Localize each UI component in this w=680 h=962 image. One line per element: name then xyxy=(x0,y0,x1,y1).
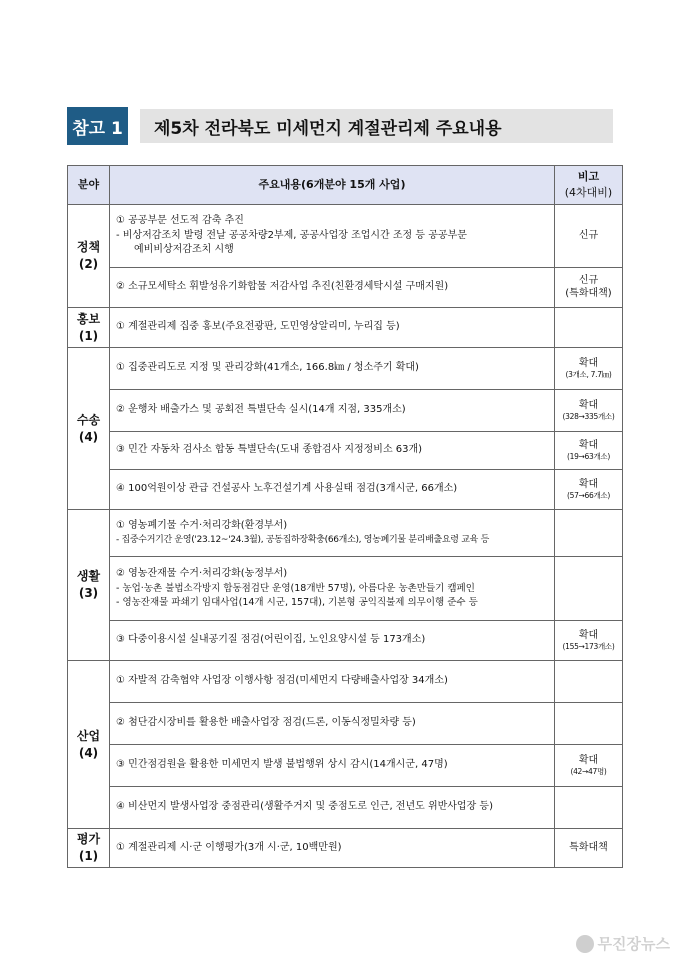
category-name: 정책 xyxy=(76,240,101,255)
table-row xyxy=(68,470,623,510)
note-cell xyxy=(555,390,623,432)
item-main: ① 계절관리제 집중 홍보(주요전광판, 도민영상알리미, 누리집 등) xyxy=(116,321,400,333)
category-cell xyxy=(68,829,110,868)
note-cell xyxy=(555,268,623,308)
content-cell xyxy=(110,787,555,829)
content-cell xyxy=(110,703,555,745)
note-text: 확대 xyxy=(578,357,599,369)
item-main: ③ 민간 자동차 검사소 합동 특별단속(도내 종합검사 지정정비소 63개) xyxy=(116,444,423,456)
content-cell xyxy=(110,829,555,868)
category-count: (1) xyxy=(78,328,99,343)
note-text: 확대 xyxy=(578,399,599,411)
note-cell xyxy=(555,661,623,703)
item-main: ① 영농폐기물 수거·처리강화(환경부서) xyxy=(116,520,288,532)
header-note-label: 비고 xyxy=(577,170,600,184)
note-cell xyxy=(555,510,623,557)
note-detail: (19→63개소) xyxy=(566,452,610,462)
note-cell xyxy=(555,829,623,868)
item-main: ① 자발적 감축협약 사업장 이행사항 점검(미세먼지 다량배출사업장 34개소) xyxy=(116,675,448,687)
note-text: 확대 xyxy=(578,629,599,641)
table-row xyxy=(68,348,623,390)
header-note-sub: (4차대비) xyxy=(564,186,613,199)
category-cell xyxy=(68,510,110,661)
content-cell xyxy=(110,205,555,268)
note-cell xyxy=(555,787,623,829)
item-main: ③ 다중이용시설 실내공기질 점검(어린이집, 노인요양시설 등 173개소) xyxy=(116,634,426,646)
note-text: 신규 xyxy=(578,229,599,241)
note-cell xyxy=(555,205,623,268)
content-cell xyxy=(110,745,555,787)
category-count: (4) xyxy=(78,429,99,444)
note-cell xyxy=(555,348,623,390)
item-sub: - 집중수거기간 운영('23.12~'24.3월), 공동집하장확충(66개소), 영농폐기물 분리배출요령 교육 등 xyxy=(116,534,489,545)
note-cell xyxy=(555,703,623,745)
category-cell xyxy=(68,661,110,829)
category-count: (2) xyxy=(78,257,99,271)
category-name: 홍보 xyxy=(76,311,101,326)
content-cell xyxy=(110,390,555,432)
header-note xyxy=(555,166,623,205)
note-detail: (57→66개소) xyxy=(566,491,610,501)
note-text: (특화대책) xyxy=(565,287,612,299)
watermark xyxy=(576,933,670,954)
table-row xyxy=(68,621,623,661)
item-main: ② 소규모세탁소 휘발성유기화합물 저감사업 추진(친환경세탁시설 구매지원) xyxy=(116,281,449,293)
content-cell xyxy=(110,308,555,348)
watermark-text: 무진장뉴스 xyxy=(597,935,670,953)
note-text: 확대 xyxy=(578,754,599,766)
table-row xyxy=(68,703,623,745)
note-cell xyxy=(555,432,623,470)
item-main: ① 계절관리제 시·군 이행평가(3개 시·군, 10백만원) xyxy=(116,841,342,853)
note-text: 확대 xyxy=(578,478,599,490)
item-sub: - 농업·농촌 불법소각방지 합동점검단 운영(18개반 57명), 아름다운 농촌만들기 캠페인 xyxy=(116,582,475,594)
category-cell xyxy=(68,348,110,510)
note-detail: (328→335개소) xyxy=(562,412,615,422)
item-main: ① 공공부문 선도적 감축 추진 xyxy=(116,215,244,227)
table-row xyxy=(68,787,623,829)
item-sub: - 영농잔재물 파쇄기 임대사업(14개 시군, 157대), 기본형 공익직불제 의무이행 준수 등 xyxy=(116,596,478,608)
reference-tag: 참고 1 xyxy=(67,107,128,145)
content-cell xyxy=(110,268,555,308)
document-header xyxy=(67,107,615,145)
note-text: 확대 xyxy=(578,439,599,451)
note-detail: (42→47명) xyxy=(570,767,607,777)
content-cell xyxy=(110,432,555,470)
category-count: (4) xyxy=(78,745,99,760)
item-main: ③ 민간점검원을 활용한 미세먼지 발생 불법행위 상시 감시(14개시군, 47명) xyxy=(116,759,448,771)
note-detail: (3개소, 7.7㎞) xyxy=(565,370,612,380)
table-row xyxy=(68,268,623,308)
table-row xyxy=(68,829,623,868)
category-cell xyxy=(68,308,110,348)
item-sub: - 비상저감조치 발령 전날 공공차량2부제, 공공사업장 조업시간 조정 등 공공부문 xyxy=(116,229,467,241)
table-row xyxy=(68,745,623,787)
table-row xyxy=(68,432,623,470)
item-main: ② 운행차 배출가스 및 공회전 특별단속 실시(14개 지점, 335개소) xyxy=(116,404,406,416)
note-text: 신규 xyxy=(578,275,599,286)
category-count: (3) xyxy=(78,586,99,600)
category-name: 수송 xyxy=(76,412,101,427)
note-cell xyxy=(555,470,623,510)
content-cell xyxy=(110,510,555,557)
table-row xyxy=(68,661,623,703)
content-cell xyxy=(110,557,555,621)
note-cell xyxy=(555,745,623,787)
table-row xyxy=(68,205,623,268)
table-row xyxy=(68,557,623,621)
content-cell xyxy=(110,348,555,390)
category-count: (1) xyxy=(78,849,99,863)
item-main: ④ 비산먼지 발생사업장 중점관리(생활주거지 및 중점도로 인근, 전년도 위반사업장 등) xyxy=(116,801,493,813)
note-cell xyxy=(555,621,623,661)
note-text: 특화대책 xyxy=(569,841,608,853)
table-row xyxy=(68,308,623,348)
item-main: ① 집중관리도로 지정 및 관리강화(41개소, 166.8㎞ / 청소주기 확대) xyxy=(116,362,419,374)
summary-table xyxy=(67,165,623,868)
document-title: 제5차 전라북도 미세먼지 계절관리제 주요내용 xyxy=(140,109,613,143)
content-cell xyxy=(110,621,555,661)
content-cell xyxy=(110,470,555,510)
note-cell xyxy=(555,308,623,348)
header-content: 주요내용(6개분야 15개 사업) xyxy=(110,166,555,205)
item-main: ② 영농잔재물 수거·처리강화(농정부서) xyxy=(116,568,288,580)
note-detail: (155→173개소) xyxy=(562,642,615,652)
item-sub: 예비비상저감조치 시행 xyxy=(134,244,234,256)
content-cell xyxy=(110,661,555,703)
watermark-logo-icon xyxy=(576,935,594,953)
category-name: 생활 xyxy=(76,569,101,584)
item-main: ④ 100억원이상 관급 건설공사 노후건설기계 사용실태 점검(3개시군, 66개소) xyxy=(116,483,458,495)
category-name: 산업 xyxy=(76,728,101,743)
category-name: 평가 xyxy=(76,832,101,847)
item-main: ② 첨단감시장비를 활용한 배출사업장 점검(드론, 이동식정밀차량 등) xyxy=(116,717,416,729)
category-cell xyxy=(68,205,110,308)
note-cell xyxy=(555,557,623,621)
header-category: 분야 xyxy=(68,166,110,205)
table-row xyxy=(68,510,623,557)
table-row xyxy=(68,390,623,432)
table-header-row xyxy=(68,166,623,205)
